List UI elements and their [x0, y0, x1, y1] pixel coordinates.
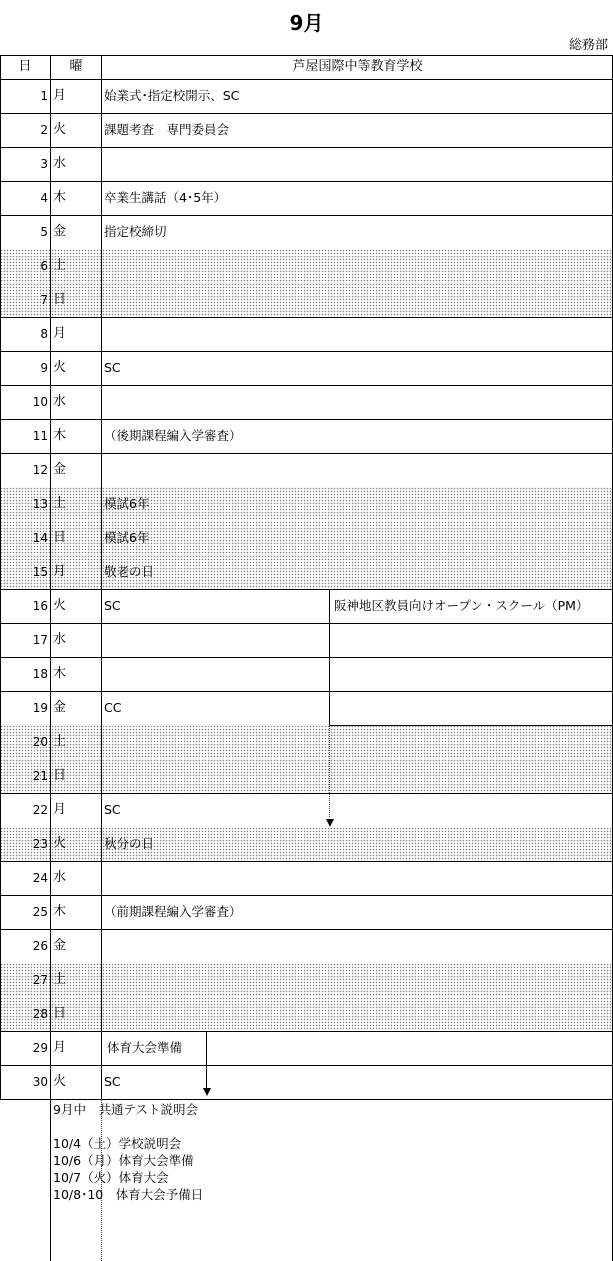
weekday-label: 土	[53, 496, 67, 511]
open-school-span-dotted	[329, 725, 330, 817]
day-number: 19	[32, 701, 48, 715]
calendar-row	[0, 623, 613, 657]
weekday-label: 月	[53, 802, 67, 817]
event-text: 秋分の日	[104, 836, 155, 851]
event-text: SC	[104, 802, 121, 817]
sports-prep-span-line	[206, 1031, 207, 1088]
note-line: 10/4（土）学校説明会	[53, 1136, 182, 1151]
calendar-row	[0, 453, 613, 487]
weekday-label: 土	[53, 972, 67, 987]
calendar-row	[0, 657, 613, 691]
day-number: 20	[32, 735, 48, 749]
weekday-label: 火	[53, 360, 67, 375]
calendar-row	[0, 249, 613, 283]
day-number: 26	[32, 939, 48, 953]
event-text: （前期課程編入学審査）	[104, 904, 242, 919]
calendar-row	[0, 487, 613, 521]
day-number: 9	[40, 361, 48, 375]
weekday-label: 木	[53, 428, 67, 443]
grid-line	[0, 55, 1, 1099]
weekday-label: 日	[53, 1006, 67, 1021]
calendar-row	[0, 861, 613, 895]
note-line: 10/8･10 体育大会予備日	[53, 1187, 204, 1202]
calendar-row	[0, 1031, 613, 1065]
grid-line	[329, 691, 612, 692]
event-text: 指定校締切	[104, 224, 167, 239]
calendar-row	[0, 317, 613, 351]
weekday-label: 火	[53, 598, 67, 613]
calendar-row	[0, 929, 613, 963]
event-text: SC	[104, 360, 121, 375]
weekday-label: 金	[53, 700, 67, 715]
department-label: 総務部	[568, 38, 608, 53]
day-number: 22	[32, 803, 48, 817]
weekday-label: 火	[53, 836, 67, 851]
event-text: 始業式･指定校開示、SC	[104, 88, 240, 103]
event-text: CC	[104, 700, 122, 715]
day-number: 11	[32, 429, 48, 443]
day-number: 12	[32, 463, 48, 477]
arrow-down-icon	[203, 1088, 211, 1096]
grid-line	[0, 55, 613, 56]
day-number: 6	[40, 259, 48, 273]
event-text: 課題考査 専門委員会	[104, 122, 230, 137]
weekday-label: 木	[53, 904, 67, 919]
calendar-row	[0, 419, 613, 453]
weekday-label: 水	[53, 394, 67, 409]
day-number: 5	[40, 225, 48, 239]
event-text: 敬老の日	[104, 564, 155, 579]
weekday-label: 火	[53, 1074, 67, 1089]
note-line: 10/7（火）体育大会	[53, 1170, 169, 1185]
grid-line	[329, 657, 612, 658]
day-number: 18	[32, 667, 48, 681]
calendar-row	[0, 215, 613, 249]
day-number: 25	[32, 905, 48, 919]
weekday-label: 月	[53, 88, 67, 103]
day-number: 14	[32, 531, 48, 545]
calendar-row	[0, 521, 613, 555]
day-number: 16	[32, 599, 48, 613]
day-number: 17	[32, 633, 48, 647]
weekday-label: 水	[53, 870, 67, 885]
day-number: 1	[40, 89, 48, 103]
weekday-label: 金	[53, 224, 67, 239]
weekday-label: 金	[53, 462, 67, 477]
day-number: 21	[32, 769, 48, 783]
weekday-label: 月	[53, 1040, 67, 1055]
event-text: 模試6年	[104, 530, 150, 545]
calendar-row	[0, 351, 613, 385]
grid-line	[50, 55, 51, 1261]
weekday-label: 土	[53, 258, 67, 273]
day-number: 15	[32, 565, 48, 579]
column-header-day: 日	[18, 59, 32, 74]
day-number: 30	[32, 1075, 48, 1089]
note-line: 10/6（月）体育大会準備	[53, 1153, 194, 1168]
day-number: 3	[40, 157, 48, 171]
weekday-label: 日	[53, 292, 67, 307]
grid-line	[206, 1065, 612, 1066]
event-text: 卒業生講話（4･5年）	[104, 190, 227, 205]
calendar-row	[0, 997, 613, 1031]
calendar-row	[0, 555, 613, 589]
calendar-row	[0, 725, 613, 759]
day-number: 7	[40, 293, 48, 307]
weekday-label: 月	[53, 564, 67, 579]
sports-prep-event: 体育大会準備	[107, 1040, 183, 1055]
grid-line	[101, 55, 102, 1099]
calendar-row	[0, 827, 613, 861]
column-header-school: 芦屋国際中等教育学校	[292, 59, 423, 74]
day-number: 24	[32, 871, 48, 885]
day-number: 10	[32, 395, 48, 409]
calendar-row	[0, 691, 613, 725]
arrow-down-icon	[326, 819, 334, 827]
weekday-label: 水	[53, 156, 67, 171]
grid-line	[329, 725, 612, 726]
day-number: 13	[32, 497, 48, 511]
weekday-label: 木	[53, 666, 67, 681]
calendar-row	[0, 895, 613, 929]
calendar-row	[0, 181, 613, 215]
grid-line	[0, 79, 613, 80]
weekday-label: 日	[53, 768, 67, 783]
schedule-sheet	[0, 55, 613, 1261]
day-number: 27	[32, 973, 48, 987]
event-text: SC	[104, 1074, 121, 1089]
calendar-row	[0, 759, 613, 793]
weekday-label: 水	[53, 632, 67, 647]
calendar-row	[0, 963, 613, 997]
grid-line	[0, 1099, 613, 1100]
weekday-label: 火	[53, 122, 67, 137]
calendar-row	[0, 1065, 613, 1099]
day-number: 23	[32, 837, 48, 851]
day-number: 8	[40, 327, 48, 341]
calendar-row	[0, 385, 613, 419]
open-school-event: 阪神地区教員向けオープン・スクール（PM）	[334, 598, 589, 613]
calendar-row	[0, 793, 613, 827]
day-number: 28	[32, 1007, 48, 1021]
calendar-row	[0, 283, 613, 317]
event-text: 模試6年	[104, 496, 150, 511]
day-number: 29	[32, 1041, 48, 1055]
day-number: 2	[40, 123, 48, 137]
event-text: SC	[104, 598, 121, 613]
open-school-span-line	[329, 589, 330, 725]
calendar-row	[0, 147, 613, 181]
event-text: （後期課程編入学審査）	[104, 428, 242, 443]
note-line: 9月中 共通テスト説明会	[53, 1102, 198, 1117]
weekday-label: 日	[53, 530, 67, 545]
weekday-label: 金	[53, 938, 67, 953]
weekday-label: 土	[53, 734, 67, 749]
column-header-weekday: 曜	[69, 59, 83, 74]
page-title: 9月	[289, 11, 324, 35]
weekday-label: 木	[53, 190, 67, 205]
day-number: 4	[40, 191, 48, 205]
weekday-label: 月	[53, 326, 67, 341]
calendar-row	[0, 113, 613, 147]
calendar-row	[0, 79, 613, 113]
grid-line	[329, 623, 612, 624]
